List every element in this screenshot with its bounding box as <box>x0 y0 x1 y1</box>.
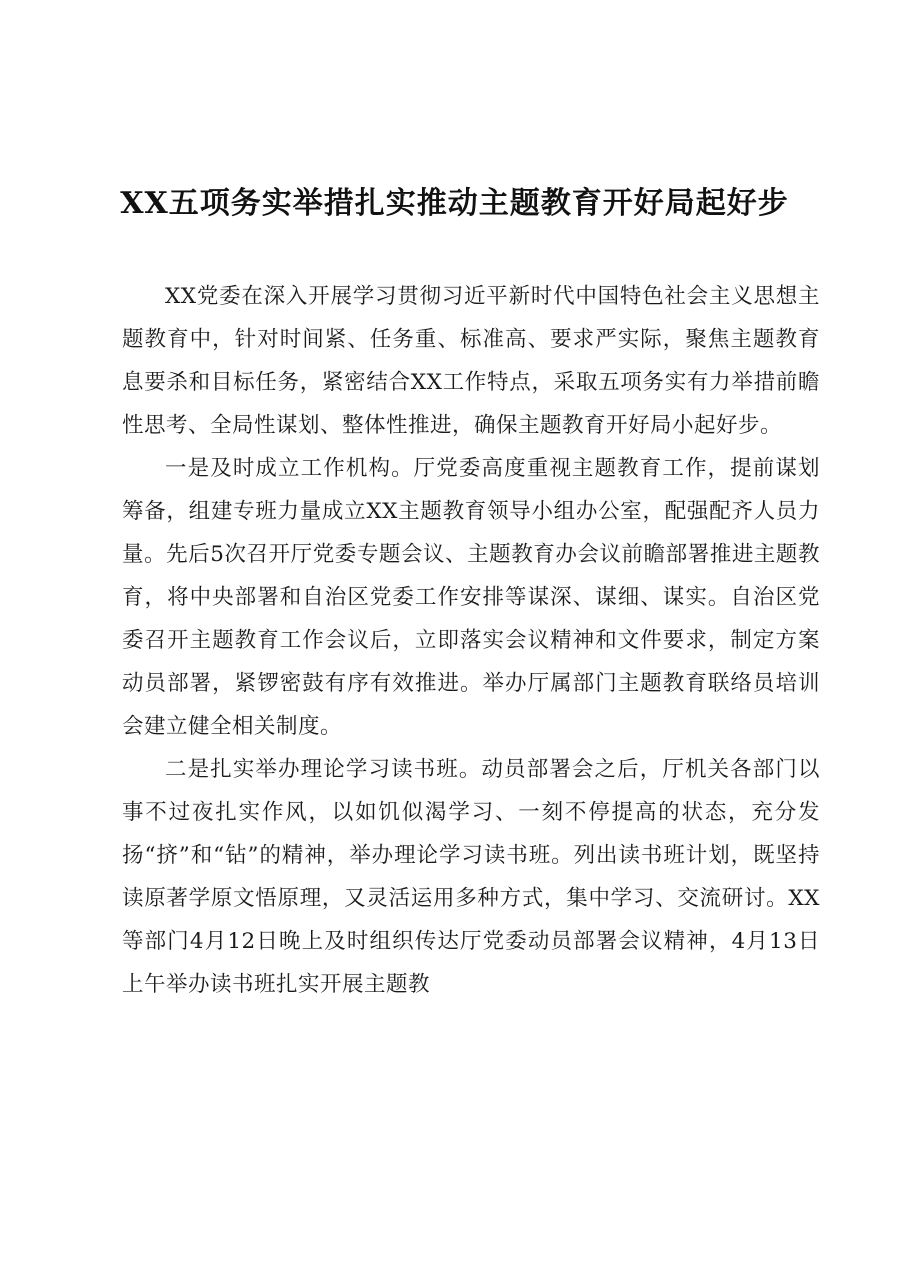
document-body <box>122 275 820 1006</box>
paragraph-2: 二是扎实举办理论学习读书班。动员部署会之后，厅机关各部门以事不过夜扎实作风，以如饥似渴学习、一刻不停提高的状态，充分发扬“挤”和“钻”的精神，举办理论学习读书班。列出读书班计划，既坚持读原著学原文悟原理，又灵活运用多种方式，集中学习、交流研讨。XX等部门4月12日晚上及时组织传达厅党委动员部署会议精神，4月13日上午举办读书班扎实开展主题教 <box>122 757 820 997</box>
document-title: XX五项务实举措扎实推动主题教育开好局起好步 <box>120 186 789 222</box>
paragraph-1: 一是及时成立工作机构。厅党委高度重视主题教育工作，提前谋划筹备，组建专班力量成立XX主题教育领导小组办公室，配强配齐人员力量。先后5次召开厅党委专题会议、主题教育办会议前瞻部署推进主题教育，将中央部署和自治区党委工作安排等谋深、谋细、谋实。自治区党委召开主题教育工作会议后，立即落实会议精神和文件要求，制定方案动员部署，紧锣密鼓有序有效推进。举办厅属部门主题教育联络员培训会建立健全相关制度。 <box>122 456 820 739</box>
paragraph-intro: XX党委在深入开展学习贯彻习近平新时代中国特色社会主义思想主题教育中，针对时间紧、任务重、标准高、要求严实际，聚焦主题教育息要杀和目标任务，紧密结合XX工作特点，采取五项务实有力举措前瞻性思考、全局性谋划、整体性推进，确保主题教育开好局小起好步。 <box>122 284 820 438</box>
